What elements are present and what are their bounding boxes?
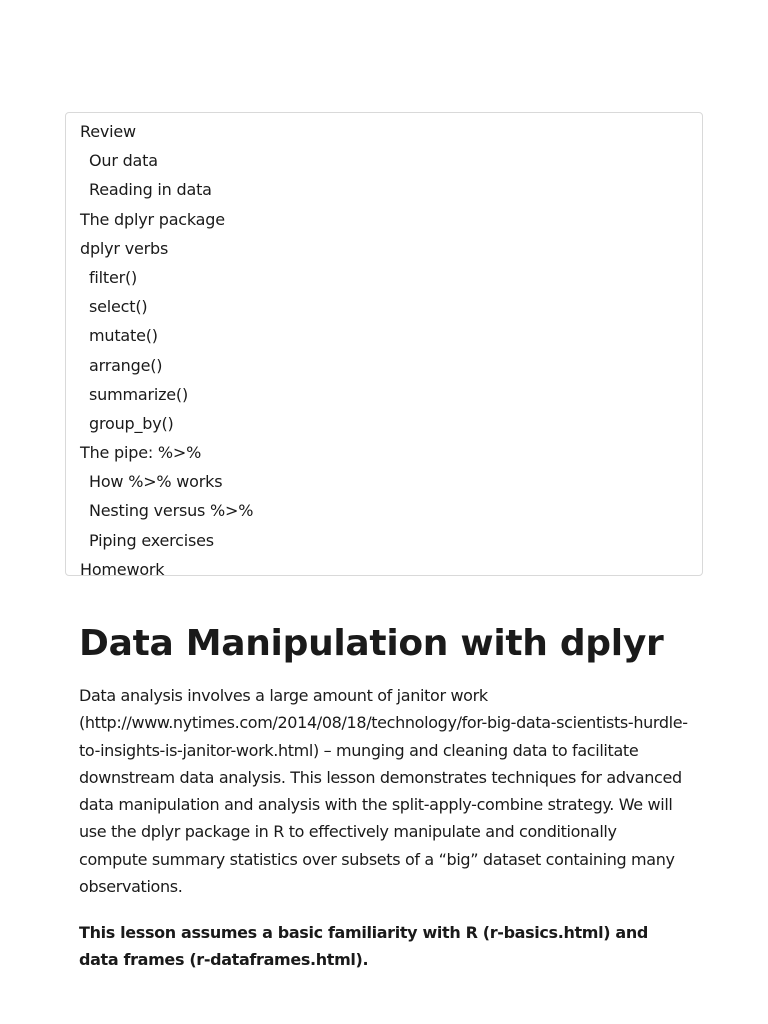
table-of-contents <box>65 112 703 579</box>
toc-item-reading-in-data[interactable]: Reading in data <box>89 180 212 200</box>
toc-item-select[interactable]: select() <box>89 297 148 317</box>
toc-item-dplyr-verbs[interactable]: dplyr verbs <box>80 238 169 258</box>
toc-item-how-pipe-works[interactable]: How %>% works <box>89 472 223 492</box>
toc-item-review[interactable]: Review <box>80 122 136 141</box>
toc-item-summarize[interactable]: summarize() <box>89 384 189 404</box>
toc-item-mutate[interactable]: mutate() <box>89 326 158 346</box>
toc-item-dplyr-package[interactable]: The dplyr package <box>80 209 225 229</box>
toc-item-our-data[interactable]: Our data <box>89 151 158 171</box>
intro-paragraph: Data analysis involves a large amount of janitor work (http://www.nytimes.com/2014/08/18/technology/for-big-data-scientists-hurdle-to-insights-is-janitor-work.html) – munging and cleaning data to facilitate downstream data analysis. This lesson demonstrates techniques for advanced data manipulation and analysis with the split-apply-combine strategy. We will use the dplyr package in R to effectively manipulate and conditionally compute summary statistics over subsets of a “big” dataset containing many observations. <box>79 686 688 897</box>
toc-item-homework[interactable]: Homework <box>80 559 165 579</box>
toc-item-arrange[interactable]: arrange() <box>89 355 163 375</box>
page-title: Data Manipulation with dplyr <box>79 623 664 664</box>
toc-item-filter[interactable]: filter() <box>89 267 138 287</box>
toc-item-nesting-versus-pipe[interactable]: Nesting versus %>% <box>89 501 254 521</box>
prerequisite-note: This lesson assumes a basic familiarity with R (r-basics.html) and data frames (r-dataframes.html). <box>79 923 649 970</box>
toc-item-the-pipe[interactable]: The pipe: %>% <box>80 443 202 463</box>
toc-item-group-by[interactable]: group_by() <box>89 413 174 433</box>
toc-item-piping-exercises[interactable]: Piping exercises <box>89 530 214 550</box>
